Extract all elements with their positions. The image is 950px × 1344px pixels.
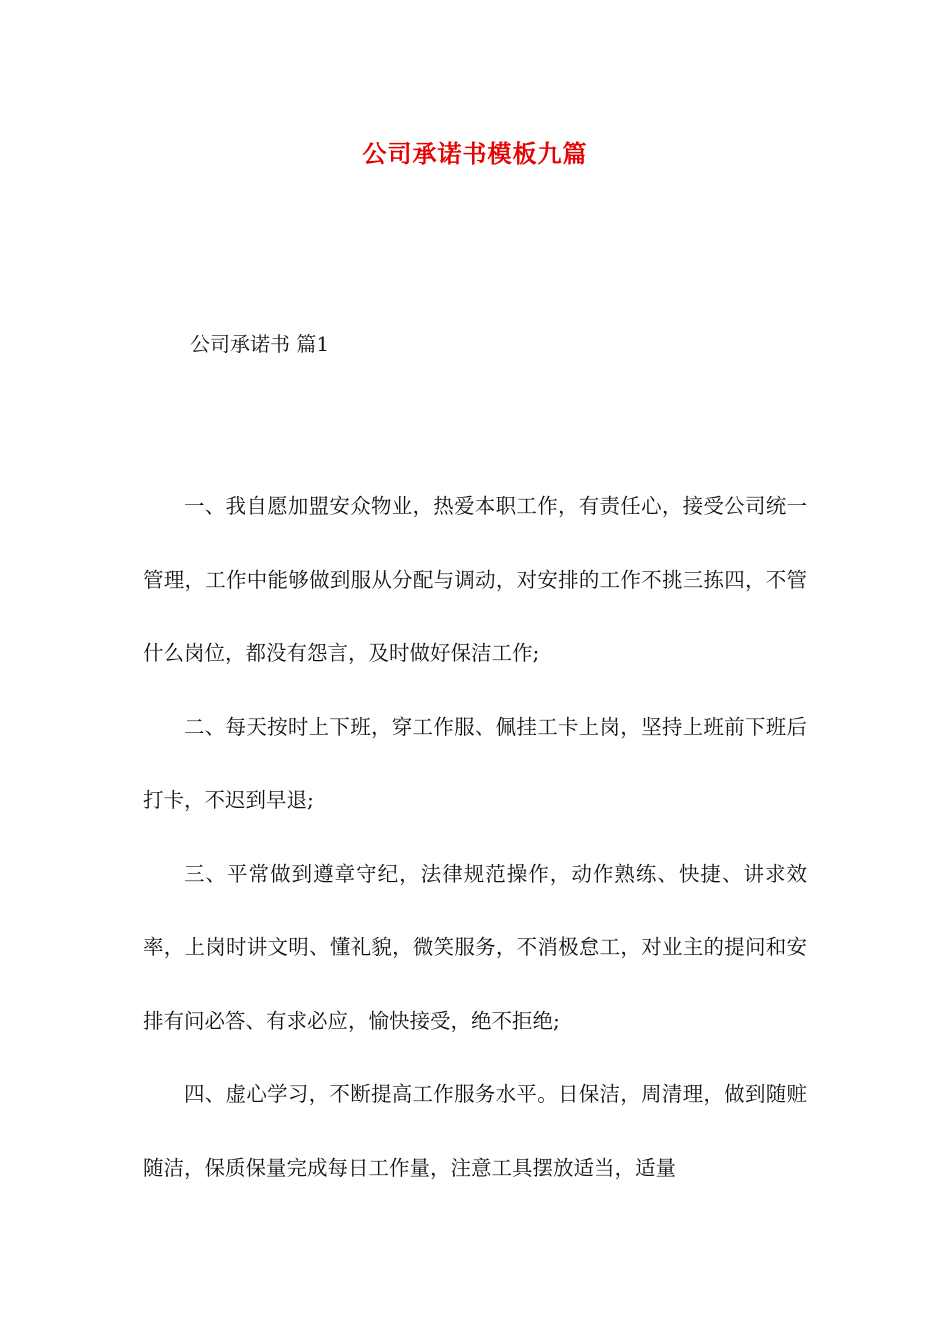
paragraph-2: 二、每天按时上下班，穿工作服、佩挂工卡上岗，坚持上班前下班后打卡，不迟到早退; xyxy=(143,714,807,812)
paragraph-1: 一、我自愿加盟安众物业，热爱本职工作，有责任心，接受公司统一管理，工作中能够做到服从分配与调动，对安排的工作不挑三拣四，不管什么岗位，都没有怨言，及时做好保洁工作; xyxy=(143,494,807,665)
paragraph-3: 三、平常做到遵章守纪，法律规范操作，动作熟练、快捷、讲求效率，上岗时讲文明、懂礼貌，微笑服务，不消极怠工，对业主的提问和安排有问必答、有求必应，愉快接受，绝不拒绝; xyxy=(143,861,807,1033)
paragraph-4: 四、虚心学习，不断提高工作服务水平。日保洁，周清理，做到随赃随洁，保质保量完成每日工作量，注意工具摆放适当，适量 xyxy=(143,1082,807,1180)
body-text xyxy=(143,470,807,1205)
section-heading: 公司承诺书 篇1 xyxy=(190,332,330,356)
document-title: 公司承诺书模板九篇 xyxy=(362,139,588,168)
